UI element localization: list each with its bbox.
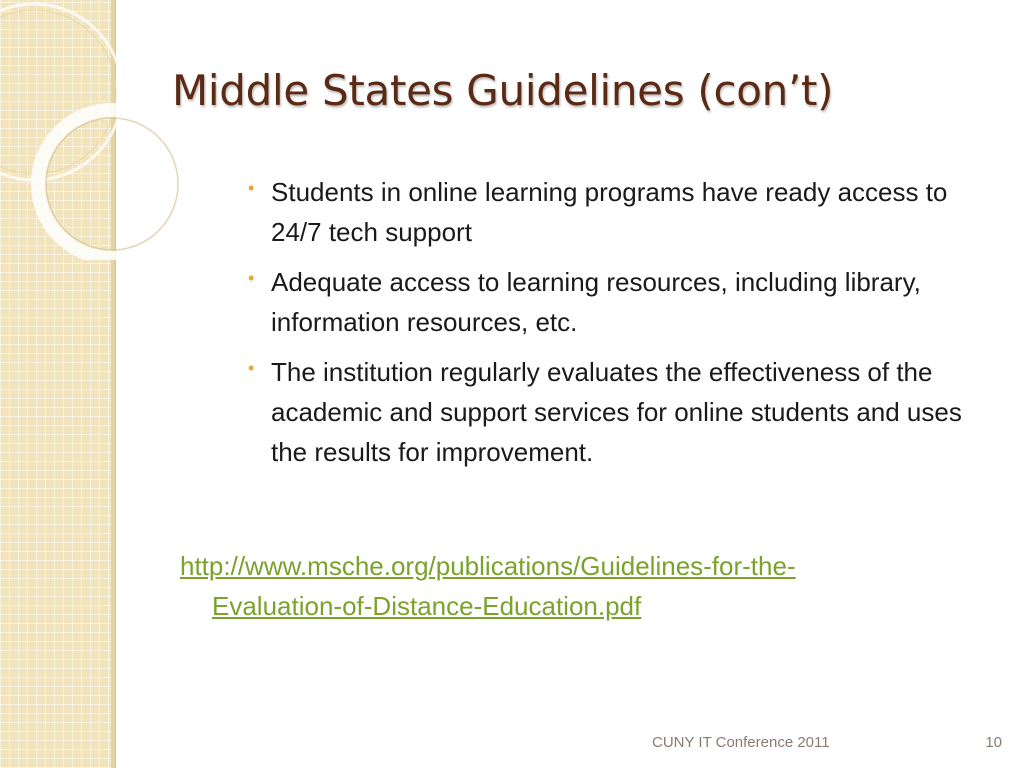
bullet-text: The institution regularly evaluates the effectiveness of the academic and support services for online students and uses the results for improvement. [271, 357, 962, 467]
link-line-2[interactable]: Evaluation-of-Distance-Education.pdf [212, 591, 642, 621]
bullet-item [246, 172, 986, 252]
bullet-text: Adequate access to learning resources, including library, information resources, etc. [271, 267, 921, 337]
decorative-circle-large-inner [0, 10, 116, 174]
bullet-list [246, 172, 986, 482]
decorative-ring-inner [46, 118, 178, 250]
slide-title: Middle States Guidelines (con’t) [172, 66, 834, 115]
bullet-icon: • [248, 178, 255, 198]
footer-conference: CUNY IT Conference 2011 [652, 734, 830, 751]
decorative-circles [0, 0, 200, 260]
guidelines-link[interactable] [180, 546, 970, 626]
bullet-item [246, 352, 986, 472]
bullet-item [246, 262, 986, 342]
bullet-text: Students in online learning programs have ready access to 24/7 tech support [271, 177, 948, 247]
bullet-icon: • [248, 268, 255, 288]
decorative-circle-large [0, 4, 122, 180]
link-line-1[interactable]: http://www.msche.org/publications/Guidelines-for-the- [180, 551, 796, 581]
bullet-icon: • [248, 358, 255, 378]
page-number: 10 [985, 734, 1002, 751]
